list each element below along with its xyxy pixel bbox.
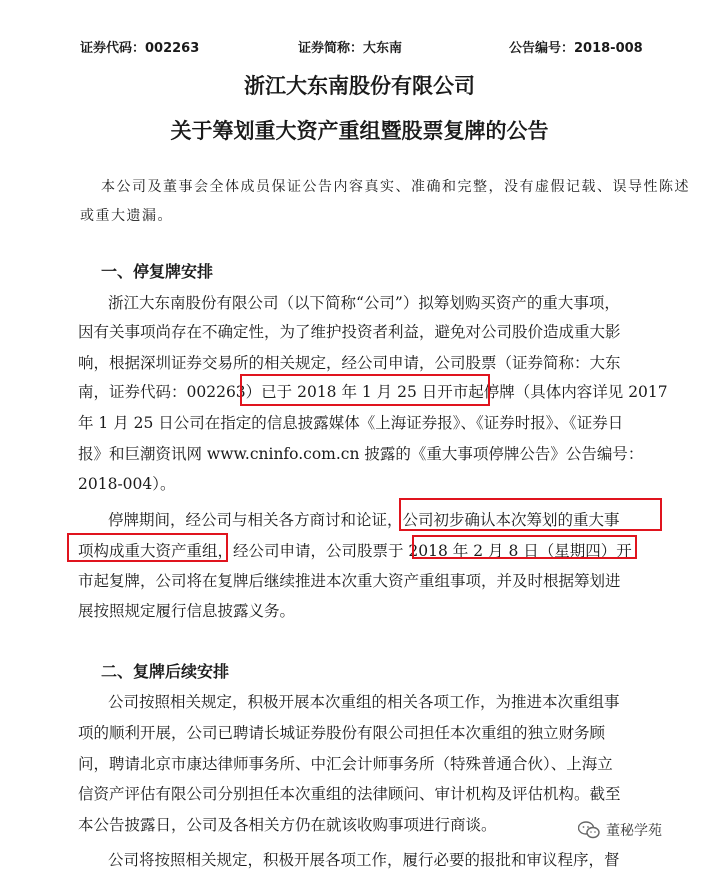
s1p1-line-4: 南，证券代码：002263）已于 2018 年 1 月 25 日开市起停牌（具体内容详见 2017 [78,383,668,401]
s1p1-line-6: 报》和巨潮资讯网 www.cninfo.com.cn 披露的《重大事项停牌公告》公告编号： [78,445,644,463]
s1p2-line-4: 展按照规定履行信息披露义务。 [78,602,296,620]
s2p1-line-3: 问，聘请北京市康达律师事务所、中汇会计师事务所（特殊普通合伙）、上海立 [78,755,613,773]
stock-code: 证券代码：002263 [80,41,200,56]
highlight-resumption-date [412,535,637,559]
highlight-major-restructuring [67,533,228,562]
announcement-title: 关于筹划重大资产重组暨股票复牌的公告 [170,119,549,143]
wechat-icon [578,821,600,839]
notice-line-2: 或重大遗漏。 [80,208,173,224]
s2p1-line-1: 公司按照相关规定，积极开展本次重组的相关各项工作，为推进本次重组事 [108,693,620,711]
section-1-heading: 一、停复牌安排 [101,262,214,281]
highlight-confirmation [399,498,662,531]
s1p1-line-1: 浙江大东南股份有限公司（以下简称“公司”）拟筹划购买资产的重大事项， [108,294,620,312]
watermark [578,820,662,840]
s1p2-line-3: 市起复牌，公司将在复牌后继续推进本次重大资产重组事项，并及时根据筹划进 [78,572,621,590]
s1p2-line-2: 项构成重大资产重组，经公司申请，公司股票于 2018 年 2 月 8 日（星期四）开 [78,542,632,560]
notice-line-1: 本公司及董事会全体成员保证公告内容真实、准确和完整，没有虚假记载、误导性陈述 [101,179,690,195]
s1p1-line-3: 响，根据深圳证券交易所的相关规定，经公司申请，公司股票（证券简称：大东 [78,354,621,372]
s1p1-line-5: 年 1 月 25 日公司在指定的信息披露媒体《上海证券报》、《证券时报》、《证券日 [78,414,624,432]
s1p1-line-2: 因有关事项尚存在不确定性，为了维护投资者利益，避免对公司股价造成重大影 [78,323,621,341]
s2p1-line-5: 本公告披露日，公司及各相关方仍在就该收购事项进行商谈。 [78,816,497,834]
section-2-heading: 二、复牌后续安排 [101,662,230,681]
stock-short-name: 证券简称：大东南 [298,41,403,56]
s1p1-line-7: 2018-004）。 [78,475,176,493]
company-title: 浙江大东南股份有限公司 [244,74,475,98]
highlight-suspension-date [240,374,490,406]
s1p2-line-1: 停牌期间，经公司与相关各方商讨和论证，公司初步确认本次筹划的重大事 [108,511,620,529]
s2p1-line-4: 信资产评估有限公司分别担任本次重组的法律顾问、审计机构及评估机构。截至 [78,785,621,803]
s2p1-line-2: 项的顺利开展，公司已聘请长城证券股份有限公司担任本次重组的独立财务顾 [78,724,606,742]
announcement-number: 公告编号：2018-008 [509,41,643,56]
watermark-text: 董秘学苑 [606,823,662,839]
s2p2-line-1: 公司将按照相关规定，积极开展各项工作，履行必要的报批和审议程序，督 [108,851,620,869]
